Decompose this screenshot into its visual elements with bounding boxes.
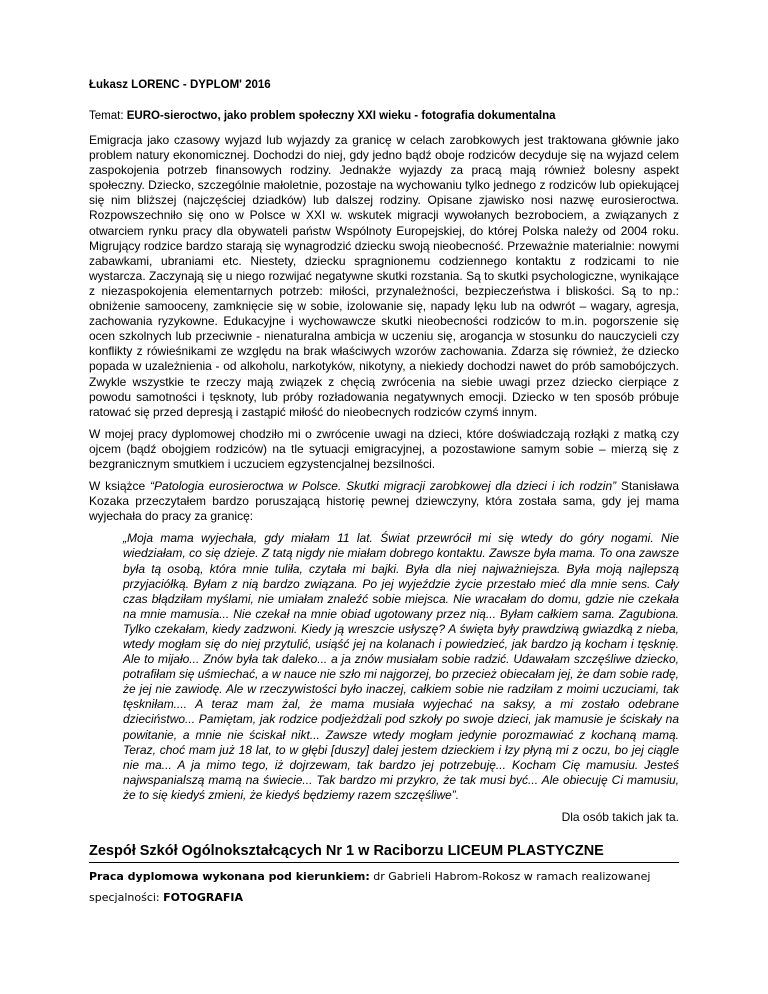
paragraph-purpose: W mojej pracy dyplomowej chodziło mi o zwrócenie uwagi na dzieci, które doświadczają rozłąki z matką czy ojcem (bądź obojgiem rodziców) na tle sytuacji emigracyjnej, a pozostawione samym sobie – mierzą się z bezgranicznym smutkiem i uczuciem egzystencjalnej bezsilności. [89, 426, 679, 471]
book-rest: Stanisława Kozaka przeczytałem bardzo poruszającą historię pewnej dziewczyny, która została sama, gdy jej mama wyjechała do pracy za granicę: [89, 479, 679, 524]
paragraph-intro: Emigracja jako czasowy wyjazd lub wyjazdy za granicę w celach zarobkowych jest traktowana głównie jako problem natury ekonomicznej. Dochodzi do niej, gdy jedno bądź oboje rodziców decyduje się na wyjazd celem zaspokojenia potrzeb finansowych rodziny. Jednakże wyjazdy za pracą mają również bolesny aspekt społeczny. Dziecko, szczególnie małoletnie, pozostaje na wychowaniu tylko jednego z rodziców lub opiekującej się nim bliższej (najczęściej dziadków) lub dalszej rodziny. Opisane zjawisko nosi nazwę eurosieroctwa. Rozpowszechniło się ono w Polsce w XXI w. wskutek migracji wywołanych bezrobociem, a związanych z otwarciem rynku pracy dla obywateli państw Wspólnoty Europejskiej, do której Polska należy od 2004 roku. Migrujący rodzice bardzo starają się wynagrodzić dziecku swoją nieobecność. Przeważnie materialnie: nowymi zabawkami, ubraniami etc. Niestety, dziecku spragnionemu codziennego kontaktu z rodzicami to nie wystarcza. Zaczynają się u niego rozwijać negatywne skutki rozstania. Są to skutki psychologiczne, wynikające z niezaspokojenia elementarnych potrzeb: miłości, przynależności, bezpieczeństwa i bliskości. Są to np.: obniżenie samooceny, zamknięcie się w sobie, izolowanie się, napady lęku lub na odwrót – wagary, agresja, zachowania ryzykowne. Edukacyjne i wychowawcze skutki nieobecności rodziców to m.in. pogorszenie się ocen szkolnych lub przeciwnie - nienaturalna ambicja w uczeniu się, arogancja w stosunku do nauczycieli czy konflikty z rówieśnikami ze względu na brak właściwych wzorów zachowania. Zdarza się również, że dziecko popada w uzależnienia - od alkoholu, narkotyków, nikotyny, a niekiedy dochodzi nawet do prób samobójczych. Zwykle wszystkie te rzeczy mają związek z chęcią zwrócenia na siebie uwagi przez dziecko cierpiące z powodu samotności i tęsknoty, lub próby rozładowania negatywnych emocji. Dziecko w ten sposób próbuje ratować się przed depresją i zastąpić miłość do nieobecnych rodziców czymś innym. [89, 133, 679, 419]
book-intro: W książce [89, 479, 151, 494]
document-page [89, 78, 679, 908]
topic-label: Temat: [89, 110, 124, 122]
author-line: Łukasz LORENC - DYPLOM' 2016 [89, 79, 271, 91]
paragraph-book [89, 479, 679, 524]
supervision-line [89, 866, 679, 908]
supervision-text: dr Gabrieli Habrom-Rokosz w ramach realizowanej specjalności: [89, 870, 651, 905]
book-title: “Patologia eurosieroctwa w Polsce. Skutki migracji zarobkowej dla dzieci i ich rodzin” [150, 479, 617, 494]
quote-block: „Moja mama wyjechała, gdy miałam 11 lat. Świat przewrócił mi się wtedy do góry nogami. Nie wiedziałam, co się dzieje. Z tatą nigdy nie miałam dobrego kontaktu. Zawsze była mama. To ona zawsze była tą osobą, która mnie tuliła, czytała mi bajki. Była dla niej najważniejsza. Była moją najlepszą przyjaciółką. Byłam z nią bardzo związana. Po jej wyjeździe życie przestało mieć dla mnie sens. Cały czas błądziłam myślami, nie umiałam znaleźć sobie miejsca. Nie wracałam do domu, gdzie nie czekała na mnie mamusia... Nie czekał na mnie obiad ugotowany przez nią... Byłam całkiem sama. Zagubiona. Tylko czekałam, kiedy zadzwoni. Kiedy ją wreszcie usłyszę? A święta były prawdziwą gwiazdką z nieba, wtedy mogłam się do niej przytulić, usiąść jej na kolanach i powiedzieć, jak bardzo ją kocham i tęsknię. Ale to mijało... Znów była tak daleko... a ja znów musiałam sobie radzić. Udawałam szczęśliwe dziecko, potrafiłam się uśmiechać, a w nauce nie szło mi najgorzej, bo przecież obiecałam jej, że dam sobie radę, że jej nie zawiodę. Ale w rzeczywistości było inaczej, całkiem sobie nie radziłam z moimi uczuciami, tak tęskniłam.... A teraz mam żal, że mama musiała wyjechać na saksy, a mi zostało odebrane dzieciństwo... Pamiętam, jak rodzice podjeżdżali pod szkoły po swoje dzieci, jak mamusie je ściskały na powitanie, a mnie nie ściskał nikt... Zawsze wtedy mogłam jedynie porozmawiać z kochaną mamą. Teraz, choć mam już 18 lat, to w głębi [duszy] dalej jestem dzieckiem i łzy płyną mi z oczu, bo jej ciągle nie ma... A ja mimo tego, iż dojrzewam, tak bardzo jej potrzebuję... Kocham Cię mamusiu. Jesteś najwspanialszą mamą na świecie... Tak bardzo mi przykro, że tak musi być... Ale obiecuję Ci mamusiu, że to się kiedyś zmieni, że kiedyś będziemy razem szczęśliwe”. [123, 531, 679, 802]
supervision-label: Praca dyplomowa wykonana pod kierunkiem: [89, 870, 370, 884]
specialty-name: FOTOGRAFIA [163, 891, 243, 905]
dedication: Dla osób takich jak ta. [561, 810, 679, 825]
topic-title: EURO-sieroctwo, jako problem społeczny XXI wieku - fotografia dokumentalna [126, 110, 556, 122]
topic-line [89, 109, 679, 123]
school-name: Zespół Szkół Ogólnokształcących Nr 1 w Raciborzu LICEUM PLASTYCZNE [89, 843, 679, 863]
